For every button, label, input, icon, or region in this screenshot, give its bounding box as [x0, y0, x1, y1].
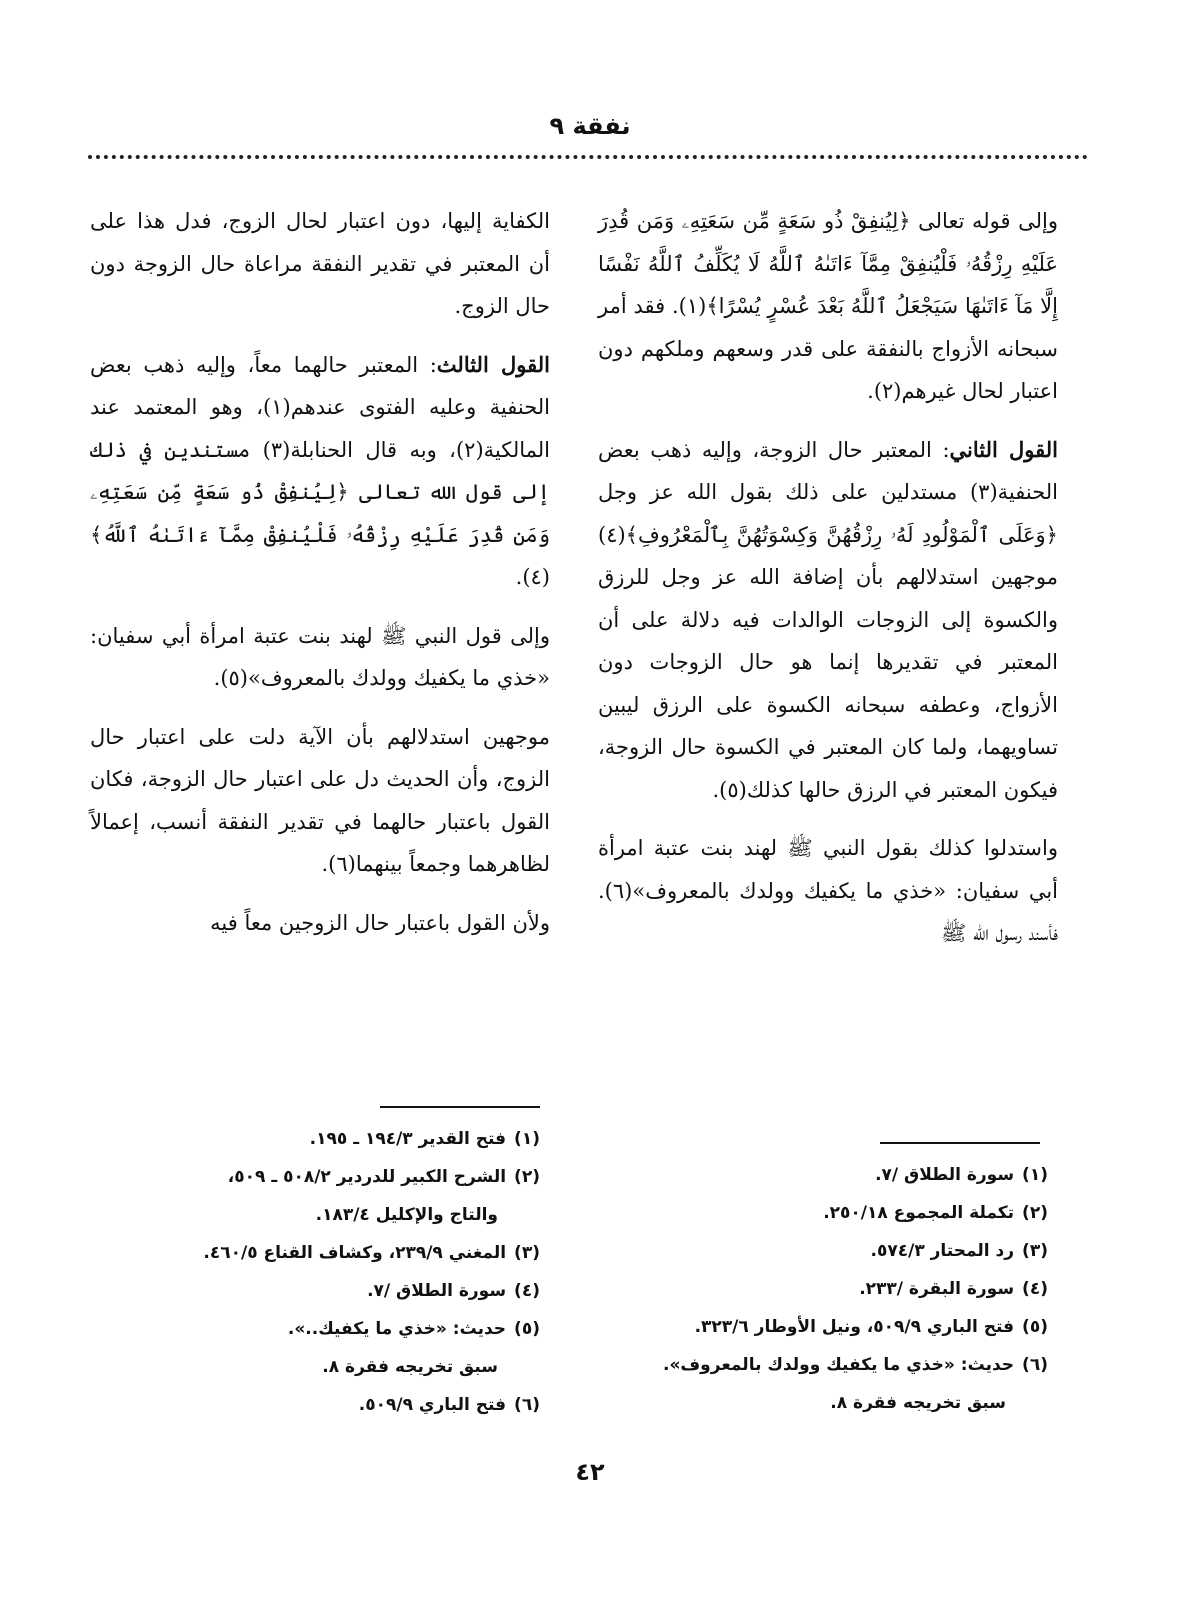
footnote [70, 1310, 540, 1348]
footnote-number: (٦) [1022, 1355, 1048, 1375]
footnote-number: (١) [514, 1129, 540, 1149]
footnotes-left [70, 1120, 540, 1424]
footnote-number: (٦) [514, 1395, 540, 1415]
footnote-text: الشرح الكبير للدردير ٥٠٨/٢ ـ ٥٠٩، [227, 1167, 507, 1187]
footnote-text: فتح الباري ٥٠٩/٩، ونيل الأوطار ٣٢٣/٦. [694, 1317, 1015, 1337]
footnote-continuation [578, 1384, 1048, 1422]
section-label: القول الثاني [949, 436, 1059, 462]
footnote-number: (٢) [1022, 1203, 1048, 1223]
footnote-text: سبق تخريجه فقرة ٨. [322, 1357, 498, 1377]
footnote-continuation [70, 1196, 540, 1234]
running-title: نفقة ٩ [549, 112, 631, 140]
footnote-text: فتح الباري ٥٠٩/٩. [358, 1395, 507, 1415]
footnote-number: (٤) [1022, 1279, 1048, 1299]
paragraph [598, 429, 1058, 812]
footnote [578, 1308, 1048, 1346]
left-column [90, 200, 550, 960]
footnote-rule-left [380, 1106, 540, 1108]
paragraph: ولأن القول باعتبار حال الزوجين معاً فيه [210, 910, 550, 935]
footnotes-right [578, 1156, 1048, 1422]
footnote-text: سبق تخريجه فقرة ٨. [830, 1393, 1006, 1413]
footnote [578, 1232, 1048, 1270]
footnote [578, 1346, 1048, 1384]
footnote-text: والتاج والإكليل ١٨٣/٤. [315, 1205, 498, 1225]
footnote-number: (٤) [514, 1281, 540, 1301]
footnote-text: سورة البقرة /٢٣٣. [859, 1279, 1015, 1299]
footnote [70, 1158, 540, 1196]
paragraph [90, 344, 550, 599]
footnote-rule-right [880, 1142, 1040, 1144]
paragraph: موجهين استدلالهم بأن الآية دلت على اعتبار حال الزوج، وأن الحديث دل على اعتبار حال الزوجة، فكان القول باعتبار حالهما في تقدير النفقة أنسب، إعمالاً لظاهرهما وجمعاً بينهما(٦). [90, 724, 550, 876]
footnote [70, 1386, 540, 1424]
paragraph: وإلى قوله تعالى ﴿لِيُنفِقْ ذُو سَعَةٍ مِّن سَعَتِهِۦ وَمَن قُدِرَ عَلَيْهِ رِزْقُهُۥ فَلْيُنفِقْ مِمَّآ ءَاتَىٰهُ ٱللَّهُ لَا يُكَلِّفُ ٱللَّهُ نَفْسًا إِلَّا مَآ ءَاتَىٰهَا سَيَجْعَلُ ٱللَّهُ بَعْدَ عُسْرٍ يُسْرًا﴾(١). فقد أمر سبحانه الأزواج بالنفقة على قدر وسعهم وملكهم دون اعتبار لحال غيرهم(٢). [598, 209, 1058, 403]
footnote-text: حديث: «خذي ما يكفيك..». [287, 1319, 507, 1339]
footnote-text: حديث: «خذي ما يكفيك وولدك بالمعروف». [662, 1355, 1015, 1375]
paragraph: واستدلوا كذلك بقول النبي ﷺ لهند بنت عتبة امرأة أبي سفيان: «خذي ما يكفيك وولدك بالمعروف»(٦). فأسند رسول الله ﷺ [598, 836, 1058, 945]
footnote-text: رد المحتار ٥٧٤/٣. [870, 1241, 1015, 1261]
footnote-number: (٥) [514, 1319, 540, 1339]
footnote-number: (١) [1022, 1165, 1048, 1185]
right-column [598, 200, 1058, 971]
footnote-text: فتح القدير ١٩٤/٣ ـ ١٩٥. [309, 1129, 507, 1149]
footnote-number: (٥) [1022, 1317, 1048, 1337]
footnote-number: (٣) [514, 1243, 540, 1263]
footnote [70, 1272, 540, 1310]
header-dotted-rule [88, 155, 1088, 159]
footnote [70, 1120, 540, 1158]
section-label: القول الثالث [436, 351, 550, 377]
footnote [578, 1194, 1048, 1232]
paragraph: الكفاية إليها، دون اعتبار لحال الزوج، فدل هذا على أن المعتبر في تقدير النفقة مراعاة حال الزوجة دون حال الزوج. [90, 209, 550, 318]
footnote-continuation [70, 1348, 540, 1386]
footnote-text: المغني ٢٣٩/٩، وكشاف القناع ٤٦٠/٥. [203, 1243, 507, 1263]
footnote-text: تكملة المجموع ٢٥٠/١٨. [823, 1203, 1015, 1223]
footnote [70, 1234, 540, 1272]
footnote-number: (٢) [514, 1167, 540, 1187]
footnote-text: سورة الطلاق /٧. [367, 1281, 507, 1301]
paragraph-text: : المعتبر حالهما معاً، وإليه ذهب بعض الحنفية وعليه الفتوى عندهم(١)، وهو المعتمد عند المالكية(٢)، وبه قال الحنابلة(٣) مستندين في ذلك إلى قول الله تعالى ﴿لِيُنفِقْ ذُو سَعَةٍ مِّن سَعَتِهِۦ وَمَن قُدِرَ عَلَيْهِ رِزْقُهُۥ فَلْيُنفِقْ مِمَّآ ءَاتَىٰهُ ٱللَّهُ﴾(٤). [90, 352, 550, 589]
footnote-text: سورة الطلاق /٧. [875, 1165, 1015, 1185]
paragraph: وإلى قول النبي ﷺ لهند بنت عتبة امرأة أبي سفيان: «خذي ما يكفيك وولدك بالمعروف»(٥). [90, 623, 550, 690]
paragraph-text: : المعتبر حال الزوجة، وإليه ذهب بعض الحنفية(٣) مستدلين على ذلك بقول الله عز وجل ﴿وَعَلَى ٱلْمَوْلُودِ لَهُۥ رِزْقُهُنَّ وَكِسْوَتُهُنَّ بِٱلْمَعْرُوفِ﴾(٤) موجهين استدلالهم بأن إضافة الله عز وجل للرزق والكسوة إلى الزوجات الوالدات فيه دلالة على أن المعتبر في تقديرها إنما هو حال الزوجات دون الأزواج، وعطفه سبحانه الكسوة على الرزق ليبين تساويهما، ولما كان المعتبر في الكسوة حال الزوجة، فيكون المعتبر في الرزق حالها كذلك(٥). [598, 437, 1059, 802]
footnote [578, 1156, 1048, 1194]
footnote-number: (٣) [1022, 1241, 1048, 1261]
footnote [578, 1270, 1048, 1308]
page-number: ٤٢ [575, 1458, 605, 1486]
